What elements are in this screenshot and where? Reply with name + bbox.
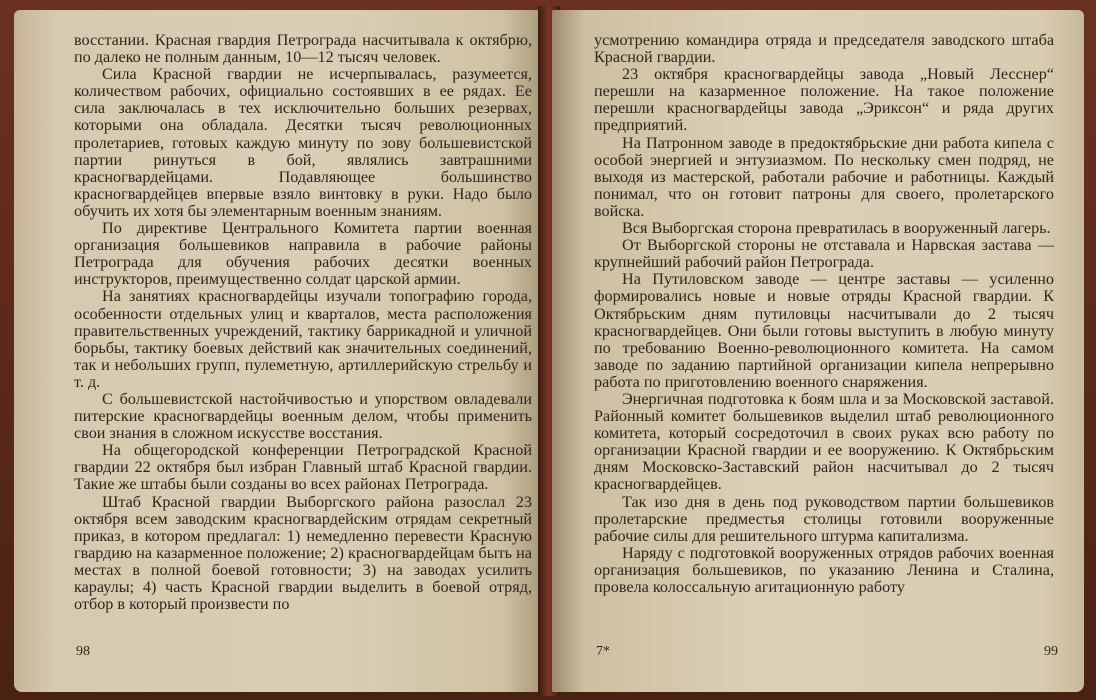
paragraph: На Патронном заводе в предоктябрьские дни работа кипела с особой энергией и энтузиазмом. По нескольку смен подряд, не выходя из мастерской, работали рабочие и работницы. Каждый понимал, что он готовит патроны для своего, пролетарского войска. [594,133,1054,220]
paragraph: Наряду с подготовкой вооруженных отрядов рабочих военная организация большевиков, по указанию Ленина и Сталина, провела колоссальную агитационную работу [594,543,1054,596]
paragraph: От Выборгской стороны не отставала и Нарвская застава — крупнейший рабочий район Петрограда. [594,236,1054,272]
paragraph: Штаб Красной гвардии Выборгского района разослал 23 октября всем заводским красногвардейским отрядам секретный приказ, в котором предлагал: 1) немедленно перевести Красную гвардию на казарменное положение; 2) красногвардейцам быть на местах в полной боевой готовности; 3) на заводах усилить караулы; 4) часть Красной гвардии выделить в боевой отряд, отбор в который произвести по [74,492,532,614]
signature-mark: 7* [596,644,610,659]
paragraph: Сила Красной гвардии не исчерпывалась, разумеется, количеством рабочих, официально состоявших в ее рядах. Ее сила заключалась в тех исключительно больших резервах, которыми она обладала. Десятки тысяч революционных пролетариев, готовых каждую минуту по зову большевистской партии ринуться в бой, являлись завтрашними красногвардейцами. Подавляющее большинство красногвардейцев впервые взяло винтовку в руки. Надо было обучить их хотя бы элементарным военным знаниям. [74,65,532,220]
paragraph: Вся Выборгская сторона превратилась в вооруженный лагерь. [622,219,1051,238]
left-page-text [74,32,532,613]
paragraph: На общегородской конференции Петроградской Красной гвардии 22 октября был избран Главный штаб Красной гвардии. Такие же штабы были созданы во всех районах Петрограда. [74,441,532,494]
paragraph: восстании. Красная гвардия Петрограда насчитывала к октябрю, по далеко не полным данным, 10—12 тысяч человек. [74,31,532,67]
paragraph: С большевистской настойчивостью и упорством овладевали питерские красногвардейцы военным делом, чтобы применить свои знания в сложном искусстве восстания. [74,389,532,443]
page-number: 99 [1044,644,1058,659]
paragraph: На Путиловском заводе — центре заставы — усиленно формировались новые и новые отряды Красной гвардии. К Октябрьским дням путиловцы насчитывали до 2 тысяч красногвардейцев. Они были готовы выступить в любую минуту по требованию Военно-революционного комитета. На самом заводе по заданию партийной организации кипела непрерывно работа по приготовлению военного снаряжения. [594,270,1054,391]
left-page [14,10,544,692]
page-number: 98 [76,644,90,659]
paragraph: По директиве Центрального Комитета партии военная организация большевиков направила в рабочие районы Петрограда для обучения рабочих десятки военных инструкторов, преимущественно солдат царской армии. [74,219,532,289]
paragraph: усмотрению командира отряда и председателя заводского штаба Красной гвардии. [594,31,1054,67]
paragraph: 23 октября красногвардейцы завода „Новый Лесснер“ перешли на казарменное положение. На такое положение перешли красногвардейцы завода „Эриксон“ и ряда других предприятий. [594,65,1054,135]
paragraph: На занятиях красногвардейцы изучали топографию города, особенности отдельных улиц и кварталов, места расположения правительственных учреждений, тактику баррикадной и уличной борьбы, тактику боевых действий как значительных соединений, так и небольших групп, пулеметную, артиллерийскую стрельбу и т. д. [74,287,532,391]
paragraph: Так изо дня в день под руководством партии большевиков пролетарские предместья столицы готовили вооруженные рабочие силы для решительного штурма капитализма. [594,492,1054,545]
right-page [552,10,1084,692]
paragraph: Энергичная подготовка к боям шла и за Московской заставой. Районный комитет большевиков выделил штаб революционного комитета, который сосредоточил в своих руках всю работу по организации Красной гвардии и ее вооружению. К Октябрьским дням Московско-Заставский район насчитывал до 2 тысяч красногвардейцев. [594,389,1054,494]
right-page-text [594,32,1054,596]
